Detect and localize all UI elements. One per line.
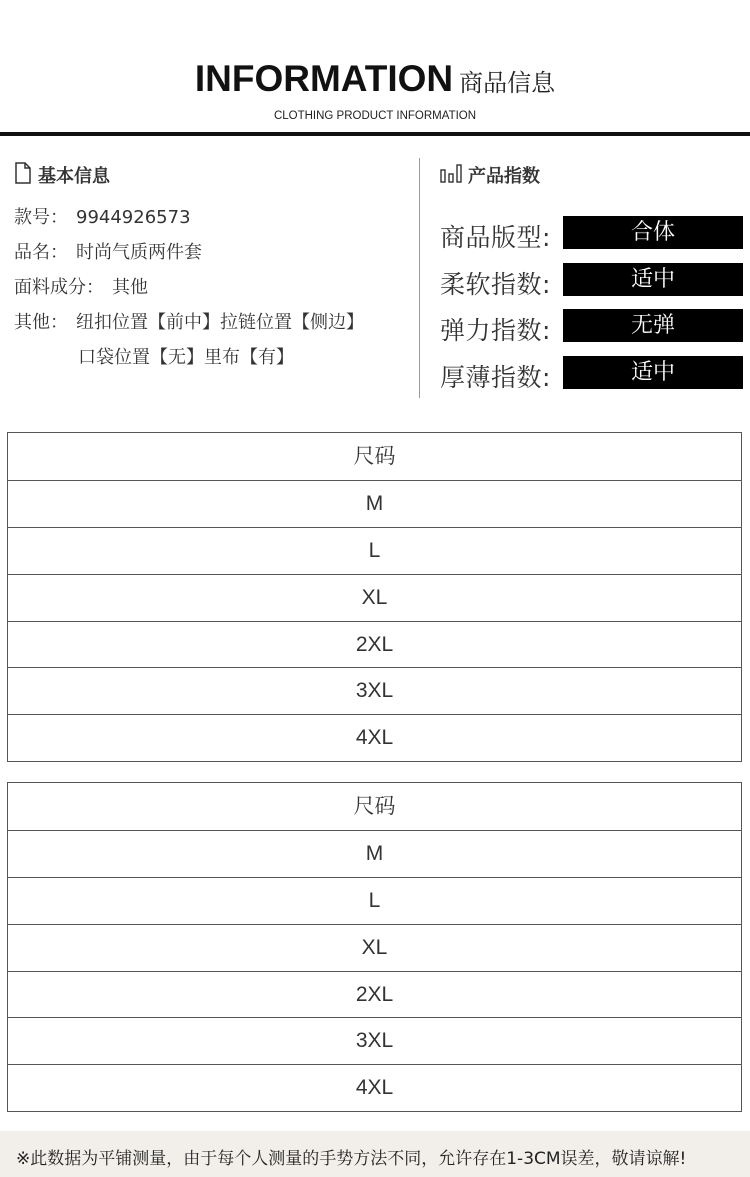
size-cell: M <box>8 480 741 527</box>
index-label: 厚薄指数: <box>440 362 551 392</box>
info-value: 其他 <box>112 277 148 298</box>
size-cell: XL <box>8 574 741 621</box>
info-row-fabric <box>14 270 414 305</box>
info-label: 其他： <box>14 312 68 333</box>
size-table-header: 尺码 <box>353 794 396 818</box>
index-label: 柔软指数: <box>440 269 551 299</box>
index-value-badge: 适中 <box>563 356 743 389</box>
size-table-1 <box>7 432 742 762</box>
title-chinese: 商品信息 <box>459 69 556 97</box>
page-header <box>0 0 750 140</box>
document-icon <box>14 162 32 188</box>
index-row-fit <box>440 214 745 261</box>
basic-info-heading <box>14 160 414 190</box>
section-divider <box>419 158 420 398</box>
title-english: INFORMATION <box>194 58 454 99</box>
size-cell: XL <box>8 924 741 971</box>
info-row-other <box>14 305 414 340</box>
bar-chart-icon <box>440 163 462 187</box>
info-label: 品名： <box>14 242 68 263</box>
size-cell: 4XL <box>8 1064 741 1111</box>
info-label: 面料成分： <box>14 277 104 298</box>
size-cell: 3XL <box>8 667 741 714</box>
info-value: 纽扣位置【前中】拉链位置【侧边】 <box>76 312 364 333</box>
info-value: 9944926573 <box>76 207 191 228</box>
basic-info-list <box>14 200 414 375</box>
info-row-product-name <box>14 235 414 270</box>
index-value-badge: 无弹 <box>563 309 743 342</box>
size-cell: L <box>8 527 741 574</box>
product-index-heading <box>440 160 745 190</box>
index-row-elasticity <box>440 307 745 354</box>
index-row-softness <box>440 261 745 308</box>
index-row-thickness <box>440 354 745 401</box>
basic-info-title: 基本信息 <box>38 166 110 187</box>
size-cell: M <box>8 830 741 877</box>
measurement-note-text: ※此数据为平铺测量，由于每个人测量的手势方法不同，允许存在1-3CM误差，敬请谅解! <box>16 1149 687 1169</box>
index-label: 弹力指数: <box>440 316 551 345</box>
index-label: 商品版型: <box>440 223 551 252</box>
info-label: 款号： <box>14 207 68 228</box>
info-value: 时尚气质两件套 <box>76 242 202 263</box>
product-index-section <box>440 160 745 392</box>
size-cell: 4XL <box>8 714 741 761</box>
header-divider <box>0 132 750 136</box>
size-cell: 3XL <box>8 1017 741 1064</box>
size-cell: L <box>8 877 741 924</box>
product-index-title: 产品指数 <box>468 166 540 187</box>
size-cell: 2XL <box>8 621 741 668</box>
size-table-2 <box>7 782 742 1112</box>
product-index-list <box>440 214 745 400</box>
page-subtitle: CLOTHING PRODUCT INFORMATION <box>273 110 477 122</box>
measurement-note <box>0 1131 750 1177</box>
size-cell: 2XL <box>8 971 741 1018</box>
page-title <box>0 58 750 100</box>
info-row-other-continued: 口袋位置【无】里布【有】 <box>78 347 294 368</box>
size-table-header: 尺码 <box>353 444 396 468</box>
index-value-badge: 适中 <box>563 263 743 296</box>
basic-info-section <box>14 160 414 375</box>
index-value-badge: 合体 <box>563 216 743 249</box>
info-row-style-number <box>14 200 414 235</box>
